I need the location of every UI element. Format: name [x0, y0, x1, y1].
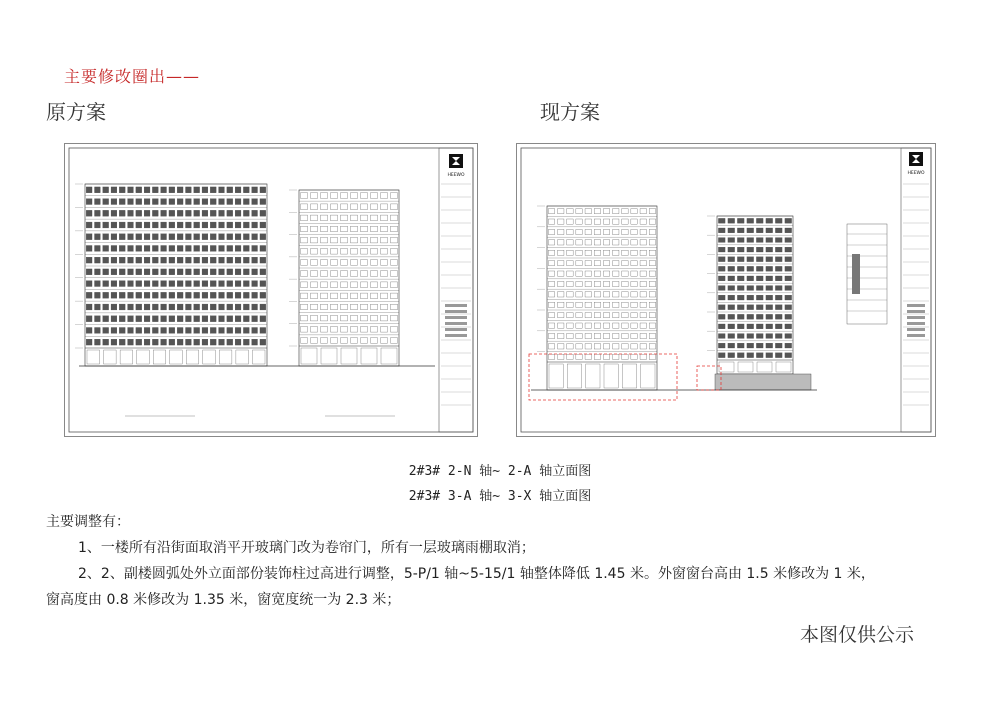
caption-line-1: 2#3# 2-N 轴~ 2-A 轴立面图	[408, 464, 592, 479]
current-section-detail	[847, 224, 887, 324]
current-elevation-drawing	[516, 143, 936, 437]
brand-name-current: HEEWO	[907, 171, 925, 176]
caption-line-2: 2#3# 3-A 轴~ 3-X 轴立面图	[408, 489, 592, 504]
brand-name-original: HEEWO	[447, 173, 465, 178]
original-elevation-drawing	[64, 143, 478, 437]
highlight-note: 主要修改圈出——	[64, 67, 201, 86]
public-notice: 本图仅供公示	[800, 624, 915, 646]
notes-item-2	[78, 562, 978, 586]
notes-heading: 主要调整有：	[46, 514, 130, 530]
original-building-a	[75, 184, 267, 366]
notes-item-2-line-1: 2、2、副楼圆弧处外立面部份装饰柱过高进行调整，5-P/1 轴~5-15/1 轴整体降低 1.45 米。外窗窗台高由 1.5 米修改为 1 米，	[78, 566, 875, 582]
original-building-b	[289, 190, 399, 366]
original-drawing-svg	[65, 144, 477, 436]
revision-highlight-box-1	[529, 354, 677, 400]
brand-logo-icon	[909, 152, 923, 166]
label-original-scheme: 原方案	[46, 100, 106, 124]
current-title-block-lines	[903, 184, 929, 405]
current-building-a	[537, 206, 657, 390]
brand-logo-icon	[449, 154, 463, 168]
notes-item-2-line-2: 窗高度由 0.8 米修改为 1.35 米，窗宽度统一为 2.3 米；	[46, 592, 401, 608]
notes-item-1: 1、一楼所有沿街面取消平开玻璃门改为卷帘门，所有一层玻璃雨棚取消；	[78, 540, 535, 556]
original-title-block-lines	[441, 184, 471, 405]
current-building-b	[707, 216, 793, 374]
label-current-scheme: 现方案	[540, 100, 600, 124]
current-drawing-svg	[517, 144, 935, 436]
